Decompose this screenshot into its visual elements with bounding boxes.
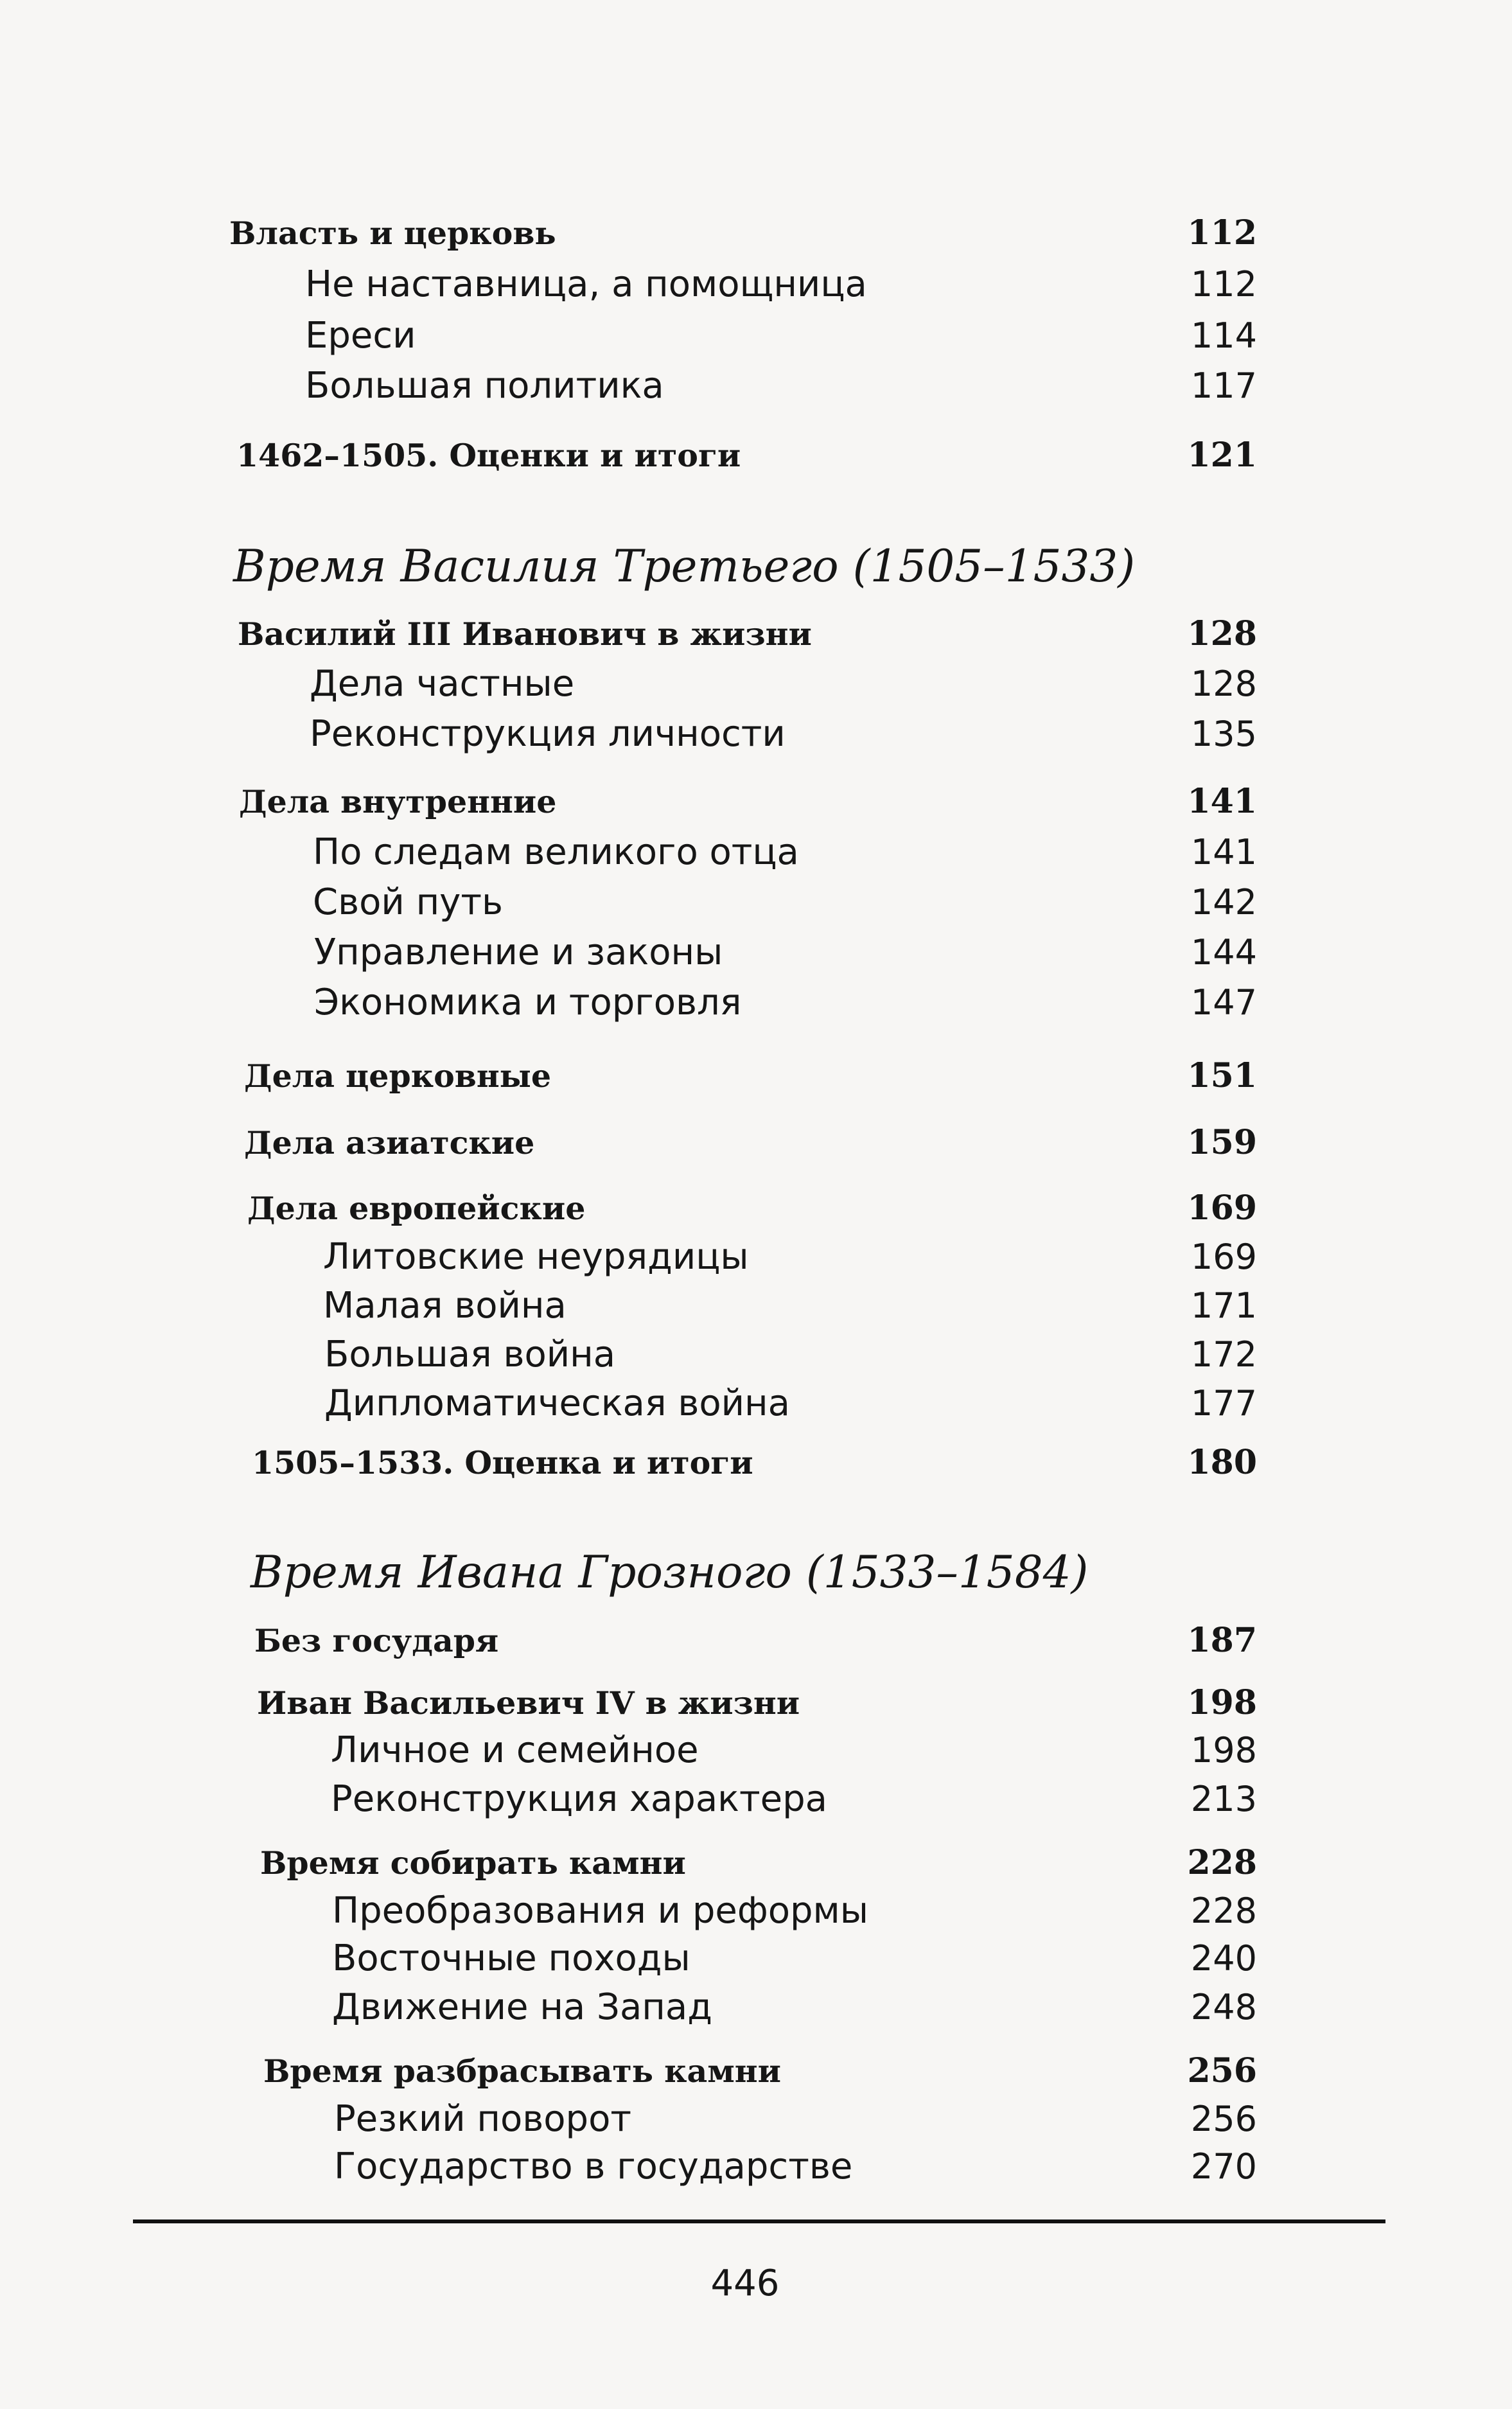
toc-entry — [324, 1381, 1257, 1426]
toc-entry-title: Дипломатическая война — [324, 1382, 790, 1424]
toc-entry — [313, 880, 1257, 925]
toc-entry-title: Время собирать камни — [260, 1844, 686, 1882]
toc-entry-title: Время разбрасывать камни — [263, 2052, 781, 2090]
toc-entry-title: Литовские неурядицы — [323, 1236, 749, 1278]
toc-entry — [305, 364, 1257, 409]
toc-entry-title: Реконструкция личности — [310, 713, 786, 755]
toc-entry-title: Дела внутренние — [239, 783, 557, 820]
toc-entry — [332, 1936, 1257, 1981]
toc-entry — [314, 980, 1257, 1025]
toc-entry-title: Малая война — [323, 1285, 567, 1327]
toc-entry — [323, 1284, 1257, 1328]
toc-entry — [332, 1985, 1257, 2030]
toc-entry-title: 1462–1505. Оценки и итоги — [236, 437, 741, 474]
part-heading: Время Василия Третьего (1505–1533) — [233, 541, 1136, 592]
toc-entry-title: Не наставница, а помощница — [305, 263, 867, 305]
toc-entry-title: Восточные походы — [332, 1937, 690, 1979]
toc-entry-title: Экономика и торговля — [314, 982, 742, 1023]
toc-entry-title: Дела церковные — [244, 1057, 552, 1095]
toc-entry-page: 198 — [1187, 1683, 1257, 1722]
toc-entry — [331, 1777, 1257, 1822]
toc-entry-title: Резкий поворот — [334, 2098, 631, 2140]
toc-entry-title: Василий III Иванович в жизни — [238, 615, 812, 653]
toc-entry-title: 1505–1533. Оценка и итоги — [252, 1444, 753, 1481]
toc-entry-page: 141 — [1190, 832, 1257, 872]
toc-entry-title: Личное и семейное — [331, 1729, 699, 1771]
toc-entry — [334, 2097, 1257, 2142]
toc-entry — [324, 1332, 1257, 1377]
toc-entry-page: 198 — [1190, 1730, 1257, 1770]
toc-entry-page: 147 — [1190, 982, 1257, 1023]
toc-entry-page: 228 — [1187, 1843, 1257, 1882]
toc-entry — [252, 1440, 1257, 1485]
toc-entry — [263, 2049, 1257, 2094]
toc-entry-title: Свой путь — [313, 881, 503, 923]
toc-entry-title: Большая война — [324, 1334, 616, 1375]
toc-entry — [332, 1889, 1257, 1934]
toc-entry — [229, 211, 1257, 256]
toc-entry — [260, 1840, 1257, 1885]
toc-entry-title: Движение на Запад — [332, 1986, 712, 2028]
toc-entry-page: 128 — [1187, 614, 1257, 653]
toc-entry-title: Дела европейские — [247, 1190, 586, 1227]
toc-entry — [334, 2144, 1257, 2189]
toc-entry-title: Власть и церковь — [229, 215, 556, 252]
toc-entry-page: 270 — [1190, 2146, 1257, 2187]
toc-entry — [310, 712, 1257, 757]
toc-entry-page: 171 — [1190, 1285, 1257, 1326]
toc-entry-title: Дела азиатские — [244, 1124, 535, 1161]
part-heading: Время Ивана Грозного (1533–1584) — [251, 1547, 1089, 1598]
toc-entry-title: Управление и законы — [314, 931, 723, 973]
toc-entry-title: Большая политика — [305, 365, 664, 407]
toc-entry-page: 112 — [1190, 264, 1257, 304]
toc-entry-page: 121 — [1187, 436, 1257, 475]
toc-entry-page: 144 — [1190, 932, 1257, 973]
toc-entry-page: 228 — [1190, 1891, 1257, 1931]
toc-entry — [247, 1186, 1257, 1231]
footer-rule — [133, 2219, 1385, 2223]
toc-entry — [331, 1728, 1257, 1773]
toc-entry-page: 248 — [1190, 1987, 1257, 2027]
toc-entry-page: 213 — [1190, 1779, 1257, 1819]
toc-entry — [254, 1618, 1257, 1663]
toc-entry-title: Ереси — [305, 315, 416, 357]
toc-entry-page: 172 — [1190, 1334, 1257, 1375]
toc-entry — [238, 612, 1257, 657]
toc-entry — [310, 662, 1257, 707]
toc-entry-page: 187 — [1187, 1621, 1257, 1660]
toc-entry-page: 117 — [1190, 366, 1257, 406]
toc-entry-title: Дела частные — [310, 663, 575, 705]
toc-entry — [244, 1120, 1257, 1165]
toc-entry-page: 169 — [1190, 1237, 1257, 1277]
toc-entry — [305, 262, 1257, 307]
toc-entry-page: 142 — [1190, 882, 1257, 922]
toc-entry-title: Преобразования и реформы — [332, 1890, 868, 1932]
toc-entry — [305, 313, 1257, 358]
toc-entry — [244, 1054, 1257, 1099]
toc-entry-page: 177 — [1190, 1383, 1257, 1424]
page-number: 446 — [710, 2263, 780, 2304]
toc-entry-title: Иван Васильевич IV в жизни — [257, 1684, 800, 1722]
toc-entry-page: 141 — [1187, 782, 1257, 821]
toc-entry-page: 256 — [1190, 2099, 1257, 2139]
toc-entry — [313, 830, 1257, 875]
toc-entry — [239, 779, 1257, 824]
toc-entry-title: Без государя — [254, 1622, 499, 1659]
toc-entry — [257, 1681, 1257, 1725]
toc-entry-page: 240 — [1190, 1938, 1257, 1979]
toc-entry-title: Государство в государстве — [334, 2146, 853, 2187]
toc-entry-page: 169 — [1187, 1188, 1257, 1228]
toc-entry-page: 128 — [1190, 664, 1257, 704]
toc-entry-page: 180 — [1187, 1443, 1257, 1482]
toc-entry — [323, 1235, 1257, 1280]
toc-entry-title: Реконструкция характера — [331, 1778, 827, 1820]
toc-entry-title: По следам великого отца — [313, 831, 799, 873]
toc-entry-page: 151 — [1187, 1056, 1257, 1095]
toc-entry-page: 256 — [1187, 2051, 1257, 2090]
toc-entry-page: 135 — [1190, 714, 1257, 754]
toc-entry-page: 114 — [1190, 315, 1257, 356]
toc-entry — [314, 930, 1257, 975]
toc-entry — [236, 433, 1257, 478]
toc-entry-page: 159 — [1187, 1123, 1257, 1162]
toc-entry-page: 112 — [1187, 213, 1257, 252]
